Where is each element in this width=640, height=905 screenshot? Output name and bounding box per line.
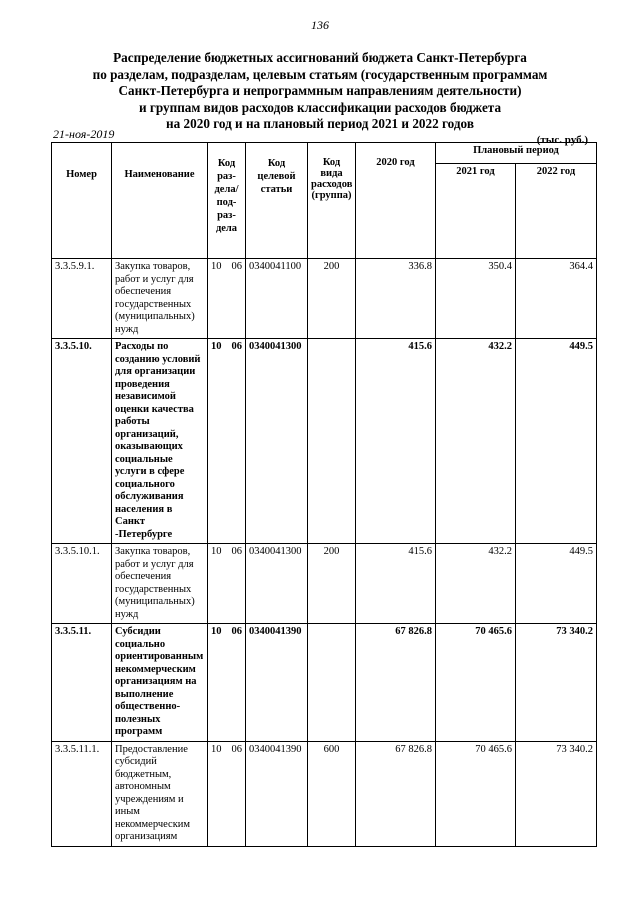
row-subsection: 06 xyxy=(231,626,242,637)
row-2020: 67 826.8 xyxy=(356,624,436,742)
row-subsection: 06 xyxy=(231,261,242,272)
budget-table xyxy=(51,142,597,847)
table-row xyxy=(52,544,597,624)
row-subsection: 06 xyxy=(231,546,242,557)
row-section-code xyxy=(208,259,246,339)
units-label: (тыс. руб.) xyxy=(536,134,588,146)
row-subsection: 06 xyxy=(231,341,242,352)
row-expense-type: 600 xyxy=(308,741,356,846)
header-target-code: Код целевой статьи xyxy=(246,143,308,259)
row-expense-type: 200 xyxy=(308,544,356,624)
table-row xyxy=(52,339,597,544)
header-section-code: Код раз- дела/ под- раз- дела xyxy=(208,143,246,259)
row-number: 3.3.5.11. xyxy=(52,624,112,742)
row-number: 3.3.5.11.1. xyxy=(52,741,112,846)
row-section: 10 xyxy=(211,546,222,557)
row-2020: 336.8 xyxy=(356,259,436,339)
row-number: 3.3.5.10. xyxy=(52,339,112,544)
row-section: 10 xyxy=(211,261,222,272)
row-section: 10 xyxy=(211,341,222,352)
header-name: Наименование xyxy=(112,143,208,259)
row-section-code xyxy=(208,624,246,742)
header-2020: 2020 год xyxy=(356,143,436,259)
row-expense-type: 200 xyxy=(308,259,356,339)
row-section-code xyxy=(208,544,246,624)
row-2021: 432.2 xyxy=(436,544,516,624)
header-expense-type: Код вида расходов (группа) xyxy=(308,143,356,259)
header-number: Номер xyxy=(52,143,112,259)
row-name: Субсидии социально ориентированным некоммерческим организациям на выполнение общественно-полезных программ xyxy=(112,624,208,742)
row-expense-type xyxy=(308,624,356,742)
table-row xyxy=(52,741,597,846)
row-name: Предоставление субсидий бюджетным, автономным учреждениям и иным некоммерческим организациям xyxy=(112,741,208,846)
row-expense-type xyxy=(308,339,356,544)
table-row xyxy=(52,624,597,742)
row-target-code: 0340041300 xyxy=(246,544,308,624)
row-target-code: 0340041300 xyxy=(246,339,308,544)
title-line: по разделам, подразделам, целевым статьям (государственным программам xyxy=(92,66,548,82)
row-number: 3.3.5.9.1. xyxy=(52,259,112,339)
row-2020: 67 826.8 xyxy=(356,741,436,846)
title-line: на 2020 год и на плановый период 2021 и 2022 годов xyxy=(166,116,474,132)
row-2021: 432.2 xyxy=(436,339,516,544)
row-name: Расходы по созданию условий для организации проведения независимой оценки качества работы организаций, оказывающих социальные услуги в сфере социального обслуживания населения в Санкт -Петербурге xyxy=(112,339,208,544)
row-2022: 364.4 xyxy=(516,259,597,339)
row-name: Закупка товаров, работ и услуг для обеспечения государственных (муниципальных) нужд xyxy=(112,544,208,624)
row-2022: 73 340.2 xyxy=(516,741,597,846)
table-row xyxy=(52,259,597,339)
header-planned-period: Плановый период xyxy=(436,143,597,164)
row-target-code: 0340041390 xyxy=(246,741,308,846)
row-number: 3.3.5.10.1. xyxy=(52,544,112,624)
header-2022: 2022 год xyxy=(516,164,597,259)
title-line: и группам видов расходов классификации расходов бюджета xyxy=(138,99,502,115)
row-2021: 350.4 xyxy=(436,259,516,339)
row-section-code xyxy=(208,339,246,544)
row-name: Закупка товаров, работ и услуг для обеспечения государственных (муниципальных) нужд xyxy=(112,259,208,339)
row-section: 10 xyxy=(211,626,222,637)
row-target-code: 0340041100 xyxy=(246,259,308,339)
row-2020: 415.6 xyxy=(356,339,436,544)
row-2021: 70 465.6 xyxy=(436,741,516,846)
title-line: Санкт-Петербурга и непрограммным направлениям деятельности) xyxy=(118,83,522,99)
row-2022: 73 340.2 xyxy=(516,624,597,742)
row-2022: 449.5 xyxy=(516,339,597,544)
row-2021: 70 465.6 xyxy=(436,624,516,742)
row-target-code: 0340041390 xyxy=(246,624,308,742)
row-section-code xyxy=(208,741,246,846)
document-date: 21-ноя-2019 xyxy=(53,127,115,141)
row-2022: 449.5 xyxy=(516,544,597,624)
header-2021: 2021 год xyxy=(436,164,516,259)
row-section: 10 xyxy=(211,743,222,755)
row-2020: 415.6 xyxy=(356,544,436,624)
row-subsection: 06 xyxy=(231,743,242,755)
page-number: 136 xyxy=(311,18,329,32)
document-title xyxy=(60,50,580,133)
title-line: Распределение бюджетных ассигнований бюджета Санкт-Петербурга xyxy=(113,50,527,65)
